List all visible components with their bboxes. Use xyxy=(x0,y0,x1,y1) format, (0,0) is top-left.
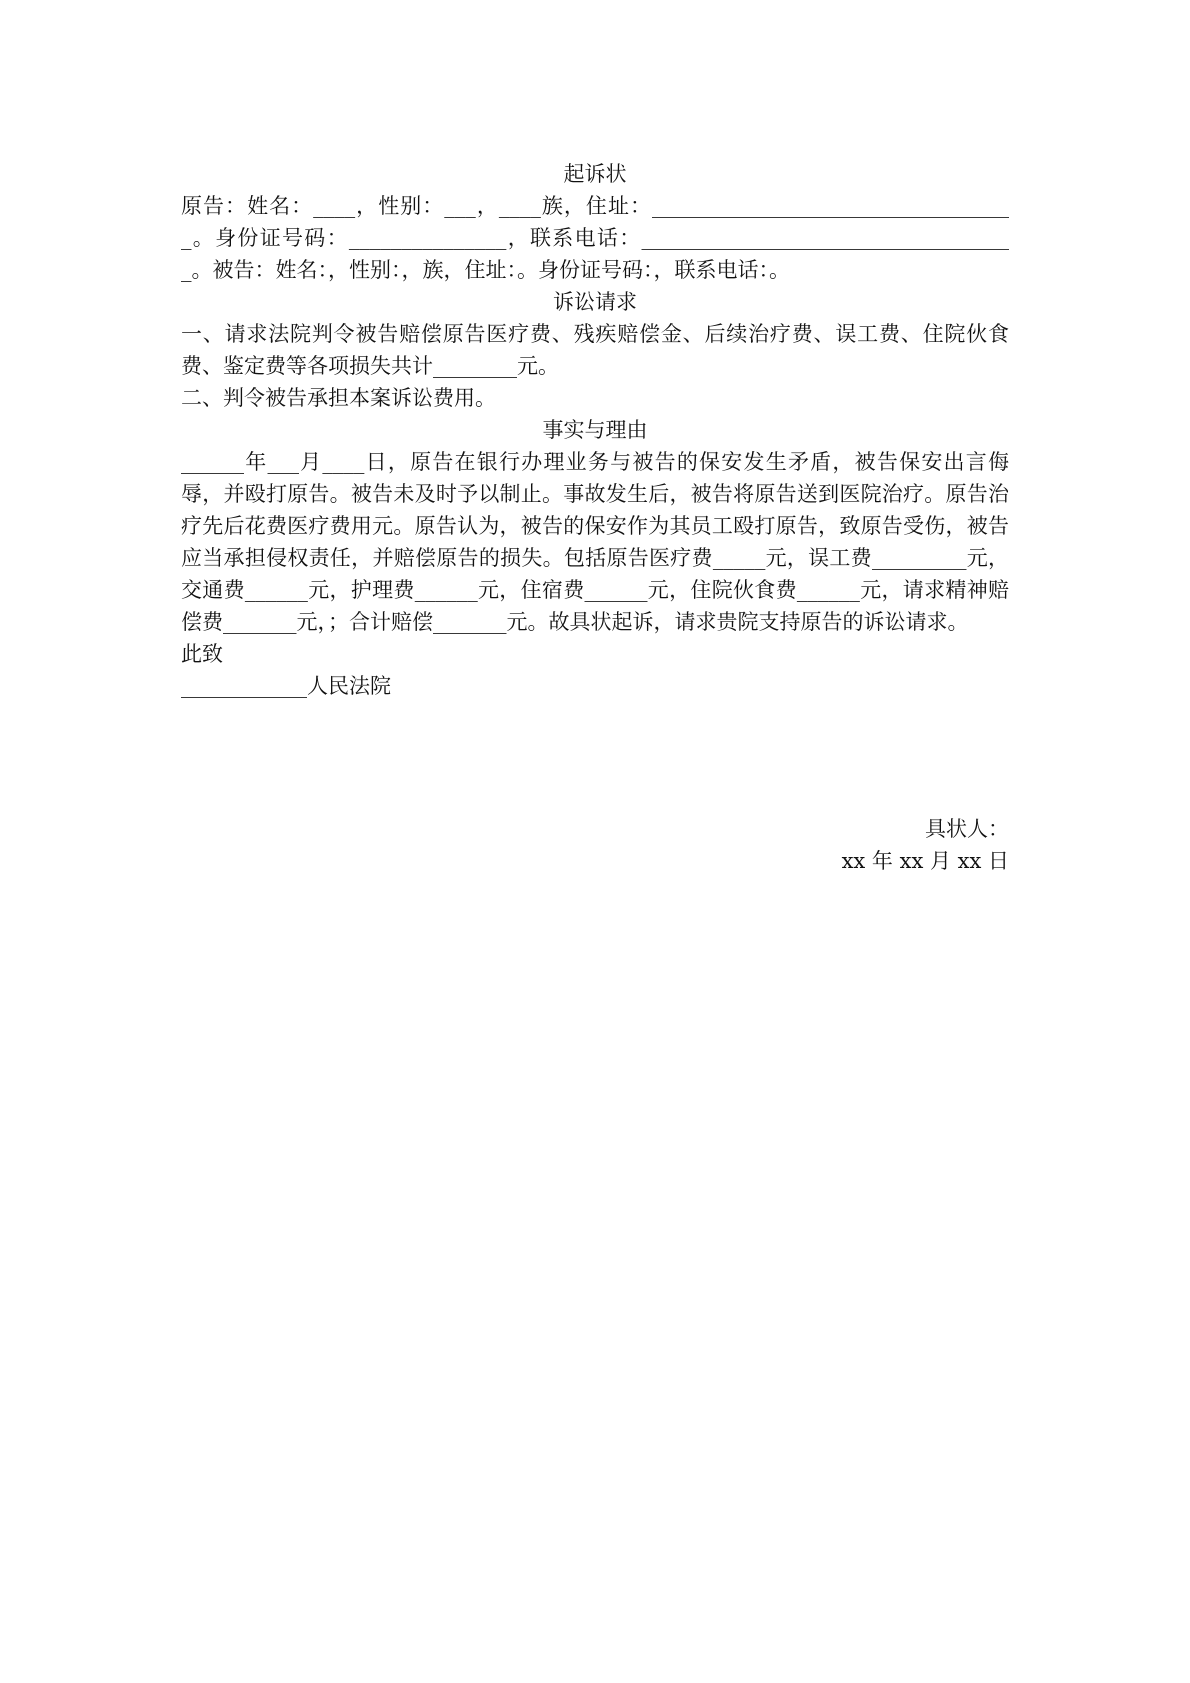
document-title: 起诉状 xyxy=(563,162,627,186)
claim-item-1: 一、请求法院判令被告赔偿原告医疗费、残疾赔偿金、后续治疗费、误工费、住院伙食费、鉴定费等各项损失共计________元。 xyxy=(181,322,1009,378)
claims-heading: 诉讼请求 xyxy=(553,290,637,314)
facts-paragraph: ______年___月____日，原告在银行办理业务与被告的保安发生矛盾，被告保安出言侮辱，并殴打原告。被告未及时予以制止。事故发生后，被告将原告送到医院治疗。原告治疗先后花费医疗费用元。原告认为，被告的保安作为其员工殴打原告，致原告受伤，被告应当承担侵权责任，并赔偿原告的损失。包括原告医疗费_____元，误工费_________元，交通费______元，护理费______元，住宿费______元，住院伙食费______元，请求精神赔偿费_______元，；合计赔偿_______元。故具状起诉，请求贵院支持原告的诉讼请求。 xyxy=(181,450,1009,634)
facts-heading: 事实与理由 xyxy=(542,418,648,442)
court-name: ____________人民法院 xyxy=(181,674,391,698)
signature-block xyxy=(181,813,1009,877)
parties-paragraph: 原告：姓名：____，性别：___，____族，住址：___________________________________。身份证号码：_______________，联系电话：____________________________________。被告：姓名：，性别：，族，住址：。身份证号码：，联系电话：。 xyxy=(181,194,1009,282)
signature-date: xx 年 xx 月 xx 日 xyxy=(841,849,1009,873)
signer-label: 具状人： xyxy=(925,817,1009,841)
document-body xyxy=(181,158,1009,702)
salutation: 此致 xyxy=(181,642,223,666)
claim-item-2: 二、判令被告承担本案诉讼费用。 xyxy=(181,386,496,410)
